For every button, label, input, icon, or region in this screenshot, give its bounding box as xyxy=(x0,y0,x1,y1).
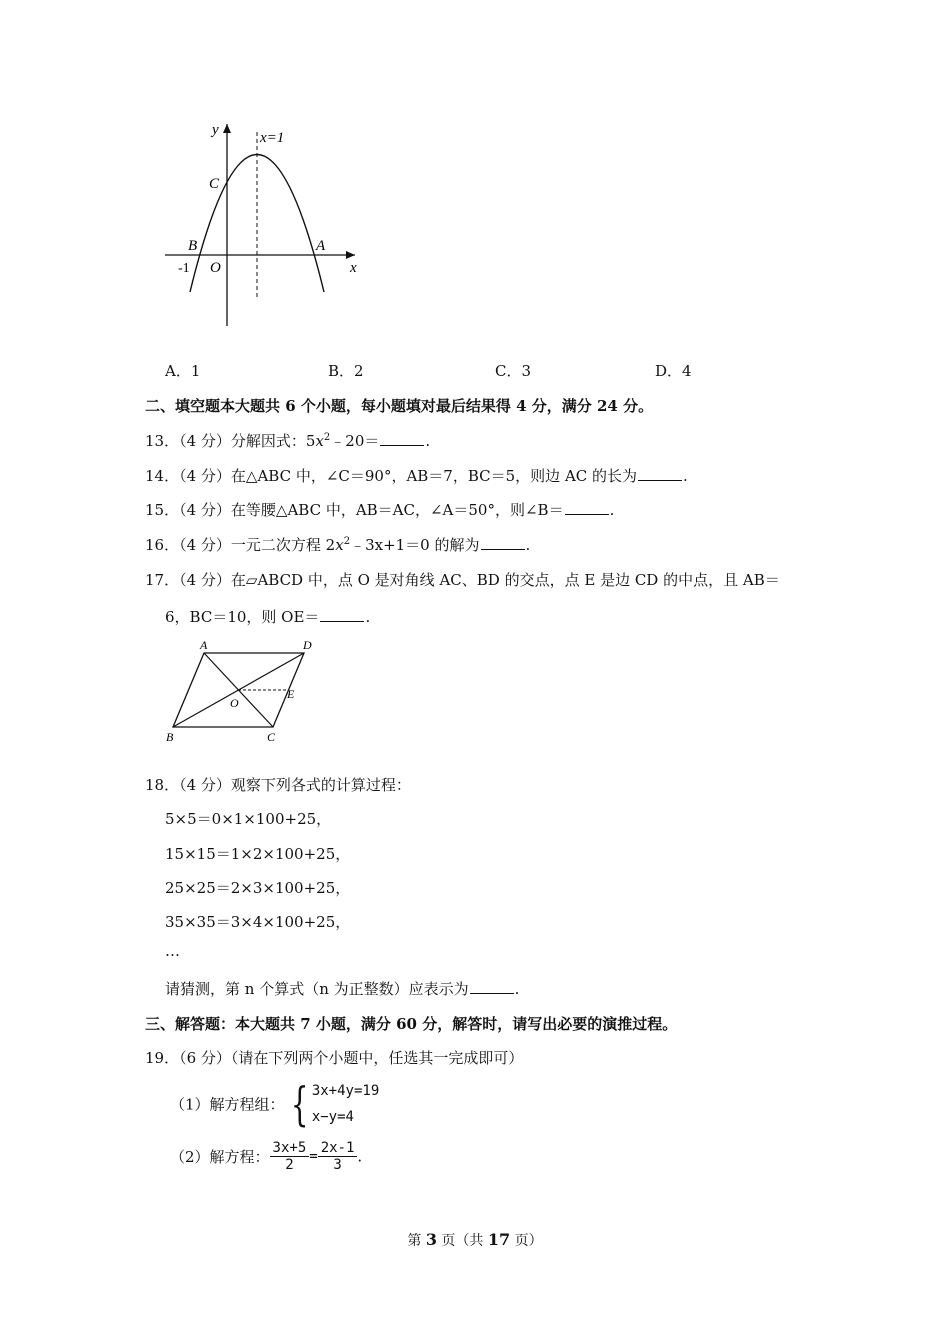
q18-line-5: … xyxy=(165,942,180,960)
fraction-right-num: 2x-1 xyxy=(318,1140,358,1157)
q16-exp: 2 xyxy=(343,536,351,547)
q14-end: . xyxy=(683,467,688,485)
q14-blank xyxy=(638,466,682,481)
q18-line-1: 5×5＝0×1×100+25， xyxy=(165,810,332,828)
fraction-left-den: 2 xyxy=(285,1157,294,1173)
q16-blank xyxy=(481,535,525,550)
fraction-right xyxy=(318,1140,358,1173)
q19-number: 19． xyxy=(145,1049,180,1067)
q19-part-2 xyxy=(170,1140,362,1173)
question-17-line-2 xyxy=(165,606,370,627)
footer-total: 17 xyxy=(487,1230,511,1249)
fraction-left xyxy=(270,1140,310,1173)
q19-p1-label: （1）解方程组： xyxy=(170,1095,285,1114)
q19-score: （6 分） xyxy=(179,1049,231,1067)
q19-eq1: 3x+4y=19 xyxy=(311,1083,380,1099)
q17-number: 17． xyxy=(145,571,180,589)
q13-text-b: ﹣20＝ xyxy=(330,432,380,450)
neg-one-label: -1 xyxy=(178,261,190,276)
vertex-b: B xyxy=(166,730,174,744)
q17-score: （4 分） xyxy=(179,571,231,589)
q17-text: 在▱ABCD 中，点 O 是对角线 AC、BD 的交点，点 E 是边 CD 的中点，且 AB＝ xyxy=(230,571,780,589)
q13-blank xyxy=(380,431,424,446)
footer-suffix: 页） xyxy=(510,1233,543,1249)
q13-exp: 2 xyxy=(323,432,331,443)
q13-score: （4 分） xyxy=(179,432,231,450)
q18-text: 观察下列各式的计算过程： xyxy=(230,776,411,794)
q19-eq-sign: = xyxy=(309,1148,318,1165)
option-a: A．1 xyxy=(165,362,201,380)
q14-number: 14． xyxy=(145,467,180,485)
vertex-a: A xyxy=(200,638,208,652)
q18-guess xyxy=(165,978,519,999)
q13-number: 13． xyxy=(145,432,180,450)
parallelogram-figure xyxy=(160,635,320,747)
q14-score: （4 分） xyxy=(179,467,231,485)
q15-end: . xyxy=(609,501,615,519)
option-d: D．4 xyxy=(655,362,692,380)
fraction-right-den: 3 xyxy=(333,1157,342,1173)
vertex-c: C xyxy=(267,730,276,744)
q18-line-3: 25×25＝2×3×100+25， xyxy=(165,879,351,897)
question-15 xyxy=(145,499,614,520)
option-c: C．3 xyxy=(495,362,532,380)
brace-icon: { xyxy=(290,1077,308,1131)
q18-line-4: 35×35＝3×4×100+25， xyxy=(165,913,351,931)
q17-line2: 6，BC＝10，则 OE＝ xyxy=(165,608,320,626)
q19-p2-label: （2）解方程： xyxy=(170,1148,270,1166)
y-axis-label: y xyxy=(212,122,219,138)
q17-blank xyxy=(320,607,364,622)
q18-number: 18． xyxy=(145,776,180,794)
q15-text: 在等腰△ABC 中，AB＝AC，∠A＝50°，则∠B＝ xyxy=(230,501,564,519)
q14-text: 在△ABC 中，∠C＝90°，AB＝7，BC＝5，则边 AC 的长为 xyxy=(230,467,638,485)
q18-blank xyxy=(470,979,514,994)
footer-mid: 页（共 xyxy=(436,1233,488,1249)
q16-end: . xyxy=(525,536,531,554)
point-a-label: A xyxy=(316,238,326,254)
question-13 xyxy=(145,430,430,451)
q18-line-2: 15×15＝1×2×100+25， xyxy=(165,845,351,863)
q17-end: . xyxy=(365,608,371,626)
q13-var: x xyxy=(315,432,324,450)
q13-end: . xyxy=(425,432,431,450)
q16-text-b: ﹣3x+1＝0 的解为 xyxy=(350,536,480,554)
page-footer xyxy=(0,1230,950,1250)
x-axis-arrow xyxy=(346,251,355,259)
y-axis-arrow xyxy=(223,124,231,133)
vertex-d: D xyxy=(303,638,312,652)
footer-prefix: 第 xyxy=(407,1233,426,1249)
parabola-figure xyxy=(160,118,370,333)
point-b-label: B xyxy=(188,238,198,254)
section-2-title: 二、填空题本大题共 6 个小题，每小题填对最后结果得 4 分，满分 24 分。 xyxy=(145,397,654,415)
q16-number: 16． xyxy=(145,536,180,554)
q19-part-1 xyxy=(170,1078,379,1130)
q18-end: . xyxy=(514,980,520,998)
q16-var: x xyxy=(335,536,344,554)
q19-eq2: x−y=4 xyxy=(311,1109,354,1125)
q19-end: . xyxy=(357,1147,363,1166)
symmetry-axis-label: x=1 xyxy=(260,130,285,146)
q16-score: （4 分） xyxy=(179,536,231,554)
section-3-title: 三、解答题：本大题共 7 小题，满分 60 分，解答时，请写出必要的演推过程。 xyxy=(145,1015,678,1033)
fraction-left-num: 3x+5 xyxy=(270,1140,310,1157)
q19-text: （请在下列两个小题中，任选其一完成即可） xyxy=(230,1049,524,1067)
equation-system xyxy=(312,1078,379,1130)
x-axis-label: x xyxy=(350,260,357,276)
q15-score: （4 分） xyxy=(179,501,231,519)
point-e: E xyxy=(287,687,295,701)
question-19 xyxy=(145,1047,523,1068)
question-18 xyxy=(145,774,411,795)
option-b: B．2 xyxy=(328,362,364,380)
q15-blank xyxy=(565,500,609,515)
footer-page: 3 xyxy=(425,1230,437,1249)
q18-guess-text: 请猜测，第 n 个算式（n 为正整数）应表示为 xyxy=(165,980,469,998)
question-17 xyxy=(145,569,780,590)
question-14 xyxy=(145,465,688,486)
q15-number: 15． xyxy=(145,501,180,519)
point-o: O xyxy=(230,696,239,710)
origin-label: O xyxy=(210,260,221,276)
q13-text-a: 分解因式：5 xyxy=(230,432,316,450)
point-c-label: C xyxy=(209,176,220,192)
q18-score: （4 分） xyxy=(179,776,231,794)
q16-text-a: 一元二次方程 2 xyxy=(230,536,336,554)
question-16 xyxy=(145,534,530,555)
